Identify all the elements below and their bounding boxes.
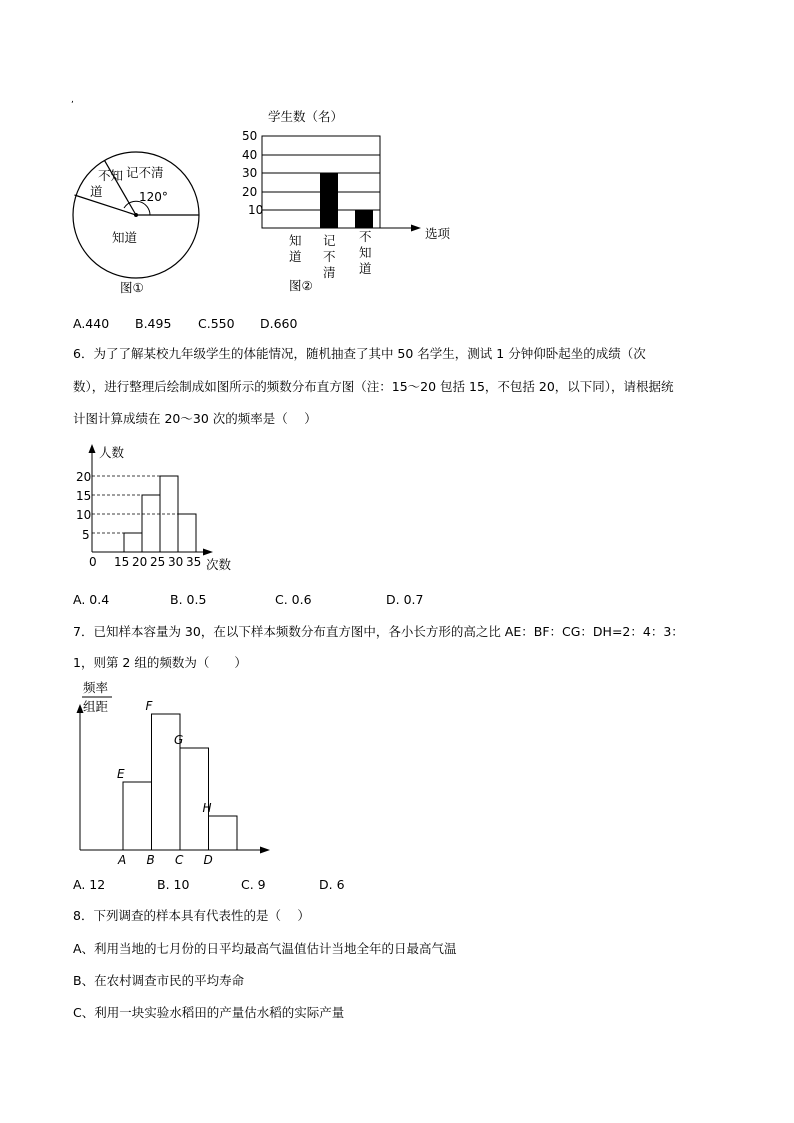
q6-bar-15-20 [124, 533, 142, 552]
q6-xtick-35: 35 [186, 555, 202, 569]
q7-option-b[interactable]: B. 10 [157, 877, 190, 892]
q5-option-c[interactable]: C.550 [198, 316, 235, 331]
fig2-xlabel: 选项 [425, 226, 451, 241]
fig2-cat-2-c2: 不 [323, 249, 336, 264]
q6-ytick-10: 10 [76, 508, 92, 522]
q7-base-label-A: A [118, 853, 127, 867]
fig2-x-arrow [411, 225, 421, 232]
fig2-ylabel: 学生数（名） [268, 109, 344, 124]
q7-ylabel-top: 频率 [83, 680, 109, 695]
q7-option-d[interactable]: D. 6 [319, 877, 345, 892]
q7-bar-1 [123, 782, 152, 850]
q7-options [73, 877, 345, 893]
fig2-ytick-20: 20 [242, 185, 258, 199]
fig2-bar-forget [320, 173, 338, 228]
q6-ytick-20: 20 [76, 470, 92, 484]
q6-x-arrow [203, 549, 213, 556]
figure-2-caption: 图② [289, 278, 313, 293]
label-angle: 120° [139, 190, 168, 204]
fig2-ytick-10: 10 [248, 203, 264, 217]
figure-1-caption: 图① [120, 280, 144, 295]
q7-base-label-C: C [175, 853, 184, 867]
q6-line-2: 数），进行整理后绘制成如图所示的频数分布直方图（注：15～20 包括 15，不包括 20，以下同），请根据统 [73, 379, 674, 394]
bar-chart-figure-2 [235, 100, 460, 300]
q6-xtick-0: 0 [89, 555, 97, 569]
fig2-ytick-30: 30 [242, 166, 258, 180]
q7-base-label-B: B [146, 853, 155, 867]
q7-bar-3 [180, 748, 209, 850]
q7-line-1: 7．已知样本容量为 30，在以下样本频数分布直方图中，各小长方形的高之比 AE：BF：CG：DH=2：4：3： [73, 624, 684, 639]
q6-ytick-15: 15 [76, 489, 92, 503]
q5-options [73, 316, 297, 332]
label-forget: 记不清 [126, 165, 164, 180]
q6-ylabel: 人数 [99, 445, 125, 460]
q6-bar-30-35 [178, 514, 196, 552]
q6-y-arrow [89, 444, 96, 453]
q6-option-c[interactable]: C. 0.6 [275, 592, 312, 607]
q6-xtick-30: 30 [168, 555, 184, 569]
q7-top-label-G: G [174, 733, 184, 747]
stray-mark: , [71, 95, 74, 105]
histogram-q6 [70, 440, 245, 575]
q6-xtick-25: 25 [150, 555, 166, 569]
q7-x-arrow [260, 847, 270, 854]
q7-option-a[interactable]: A. 12 [73, 877, 106, 892]
q6-line-3: 计图计算成绩在 20～30 次的频率是（ ） [73, 411, 317, 426]
q7-bar-4 [209, 816, 238, 850]
q7-ylabel-bottom: 组距 [83, 699, 109, 714]
q8-option-c[interactable]: C、利用一块实验水稻田的产量估水稻的实际产量 [73, 1005, 345, 1020]
q6-xtick-20: 20 [132, 555, 148, 569]
q7-top-label-E: E [117, 767, 125, 781]
label-unknown-1: 不知 [98, 168, 124, 183]
fig2-cat-3-c1: 不 [359, 229, 372, 244]
fig2-ytick-50: 50 [242, 129, 258, 143]
pie-center [134, 213, 138, 217]
q5-option-b[interactable]: B.495 [135, 316, 172, 331]
q6-xlabel: 次数 [206, 557, 232, 572]
q6-option-d[interactable]: D. 0.7 [386, 592, 424, 607]
fig2-ytick-40: 40 [242, 148, 258, 162]
q7-base-label-D: D [203, 853, 213, 867]
fig2-cat-1-c2: 道 [289, 249, 302, 264]
q6-xtick-15: 15 [114, 555, 130, 569]
q6-ytick-5: 5 [82, 528, 90, 542]
q6-options [73, 592, 423, 608]
fig2-bar-unknown [355, 210, 373, 228]
q5-option-a[interactable]: A.440 [73, 316, 110, 331]
fig2-cat-1-c1: 知 [289, 233, 302, 248]
fig2-cat-2-c1: 记 [323, 233, 336, 248]
q6-bar-20-25 [142, 495, 160, 552]
q7-top-label-F: F [145, 699, 153, 713]
pie-chart-figure-1 [60, 140, 210, 300]
fig2-cat-3-c2: 知 [359, 245, 372, 260]
q7-option-c[interactable]: C. 9 [241, 877, 266, 892]
fig2-cat-2-c3: 清 [323, 265, 336, 280]
q7-line-2: 1，则第 2 组的频数为（ ） [73, 655, 247, 670]
histogram-q7 [70, 676, 280, 868]
q7-top-label-H: H [202, 801, 212, 815]
q5-option-d[interactable]: D.660 [260, 316, 298, 331]
label-know: 知道 [112, 230, 138, 245]
q8-stem: 8．下列调查的样本具有代表性的是（ ） [73, 908, 310, 923]
q6-option-a[interactable]: A. 0.4 [73, 592, 110, 607]
label-unknown-2: 道 [90, 184, 103, 199]
q8-option-a[interactable]: A、利用当地的七月份的日平均最高气温值估计当地全年的日最高气温 [73, 941, 457, 956]
q6-option-b[interactable]: B. 0.5 [170, 592, 207, 607]
q6-line-1: 6．为了了解某校九年级学生的体能情况，随机抽查了其中 50 名学生，测试 1 分钟仰卧起坐的成绩（次 [73, 346, 646, 361]
q8-option-b[interactable]: B、在农村调查市民的平均寿命 [73, 973, 245, 988]
fig2-cat-3-c3: 道 [359, 261, 372, 276]
